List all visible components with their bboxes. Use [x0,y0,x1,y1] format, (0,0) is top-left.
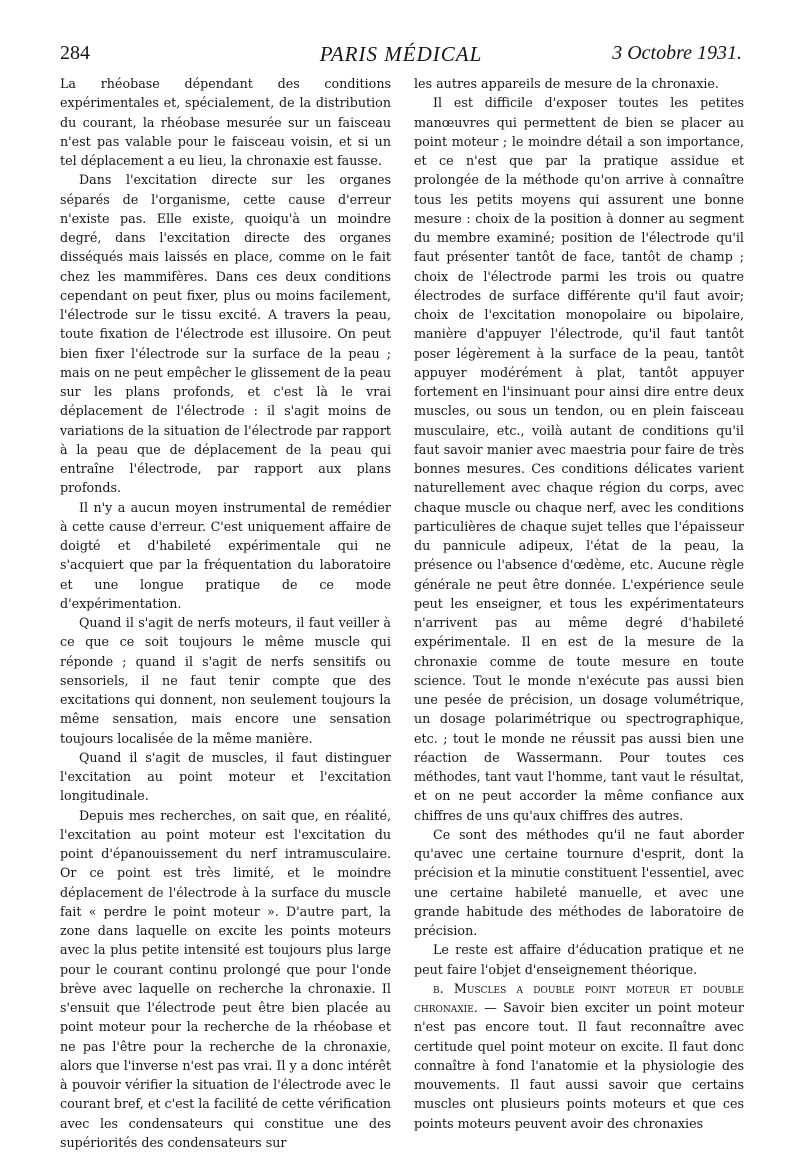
journal-title: PARIS MÉDICAL [60,42,742,67]
section-heading: b. Muscles a double point moteur et double chronaxie. [414,981,744,1015]
paragraph: Quand il s'agit de muscles, il faut distinguer l'excitation au point moteur et l'excitation longitudinale. [60,748,391,806]
paragraph: Depuis mes recherches, on sait que, en réalité, l'excitation au point moteur est l'excitation du point d'épanouissement du nerf intramusculaire. Or ce point est très limité, et le moindre déplacement de l'électrode à la surface du muscle fait « perdre le point moteur ». D'autre part, la zone dans laquelle on excite les points moteurs avec la plus petite intensité est toujours plus large pour le courant continu prolongé que pour l'onde brève avec laquelle on recherche la chronaxie. Il s'ensuit que l'électrode peut être bien placée au point moteur pour la recherche de la rhéobase et ne pas l'être pour la recherche de la chronaxie, alors que l'inverse n'est pas vrai. Il y a donc intérêt à pouvoir vérifier la situation de l'électrode avec le courant bref, et c'est la facilité de cette vérification avec les condensateurs qui constitue une des supériorités des condensateurs sur [60,806,391,1152]
paragraph: Ce sont des méthodes qu'il ne faut aborder qu'avec une certaine tournure d'esprit, dont la précision et la minutie constituent l'essentiel, avec une certaine habileté manuelle, et avec une grande habitude des méthodes de laboratoire de précision. [414,825,744,941]
paragraph: Dans l'excitation directe sur les organes séparés de l'organisme, cette cause d'erreur n'existe pas. Elle existe, quoiqu'à un moindre degré, dans l'excitation directe des organes disséqués mais laissés en place, comme on le fait chez les mammifères. Dans ces deux conditions cependant on peut fixer, plus ou moins facilement, l'électrode sur le tissu excité. A travers la peau, toute fixation de l'électrode est illusoire. On peut bien fixer l'électrode sur la surface de la peau ; mais on ne peut empêcher le glissement de la peau sur les plans profonds, et c'est là le vrai déplacement de l'électrode : il s'agit moins de variations de la situation de l'électrode par rapport à la peau que de déplacement de la peau qui entraîne l'électrode, par rapport aux plans profonds. [60,170,391,497]
paragraph: Il est difficile d'exposer toutes les petites manœuvres qui permettent de bien se placer au point moteur ; le moindre détail a son importance, et ce n'est que par la pratique assidue et prolongée de la méthode qu'on arrive à connaître tous les petits moyens qui assurent une bonne mesure : choix de la position à donner au segment du membre examiné; position de l'électrode qu'il faut présenter tantôt de face, tantôt de champ ; choix de l'électrode parmi les trois ou quatre électrodes de surface différente qu'il faut avoir; choix de l'excitation monopolaire ou bipolaire, manière d'appuyer l'électrode, qu'il faut tantôt poser légèrement à la surface de la peau, tantôt appuyer modérément à plat, tantôt appuyer fortement en l'insinuant pour ainsi dire entre deux muscles, ou sous un tendon, ou en plein faisceau musculaire, etc., voilà autant de conditions qu'il faut savoir manier avec maestria pour faire de très bonnes mesures. Ces conditions délicates varient naturellement avec chaque région du corps, avec chaque muscle ou chaque nerf, avec les conditions particulières de chaque sujet telles que l'épaisseur du pannicule adipeux, l'état de la peau, la présence ou l'absence d'œdème, etc. Aucune règle générale ne peut être donnée. L'expérience seule peut les enseigner, et tous les expérimentateurs n'arrivent pas au même degré d'habileté expérimentale. Il en est de la mesure de la chronaxie comme de toute mesure en toute science. Tout le monde n'exécute pas aussi bien une pesée de précision, un dosage volumétrique, un dosage polarimétrique ou spectrographique, etc. ; tout le monde ne réussit pas aussi bien une réaction de Wassermann. Pour toutes ces méthodes, tant vaut l'homme, tant vaut le résultat, et on ne peut accorder la même confiance aux chiffres de uns qu'aux chiffres des autres. [414,93,744,825]
page-header [60,42,742,72]
paragraph: les autres appareils de mesure de la chronaxie. [414,74,744,93]
section-paragraph [414,979,744,1133]
paragraph: Le reste est affaire d'éducation pratique et ne peut faire l'objet d'enseignement théorique. [414,940,744,979]
issue-date: 3 Octobre 1931. [612,42,742,65]
right-column [414,74,744,1133]
paragraph: Il n'y a aucun moyen instrumental de remédier à cette cause d'erreur. C'est uniquement affaire de doigté et d'habileté expérimentale qui ne s'acquiert que par la fréquentation du laboratoire et une longue pratique de ce mode d'expérimentation. [60,498,391,614]
left-column [60,74,391,1152]
section-text: — Savoir bien exciter un point moteur n'est pas encore tout. Il faut reconnaître avec certitude quel point moteur on excite. Il faut donc connaître à fond l'anatomie et la physiologie des mouvements. Il faut aussi savoir que certains muscles ont plusieurs points moteurs et que ces points moteurs peuvent avoir des chronaxies [414,1000,744,1131]
paragraph: La rhéobase dépendant des conditions expérimentales et, spécialement, de la distribution du courant, la rhéobase mesurée sur un faisceau n'est pas valable pour le faisceau voisin, et si un tel déplacement a eu lieu, la chronaxie est fausse. [60,74,391,170]
paragraph: Quand il s'agit de nerfs moteurs, il faut veiller à ce que ce soit toujours le même muscle qui réponde ; quand il s'agit de nerfs sensitifs ou sensoriels, il ne faut tenir compte que des excitations qui donnent, non seulement toujours la même sensation, mais encore une sensation toujours localisée de la même manière. [60,613,391,748]
page-number: 284 [60,42,90,65]
